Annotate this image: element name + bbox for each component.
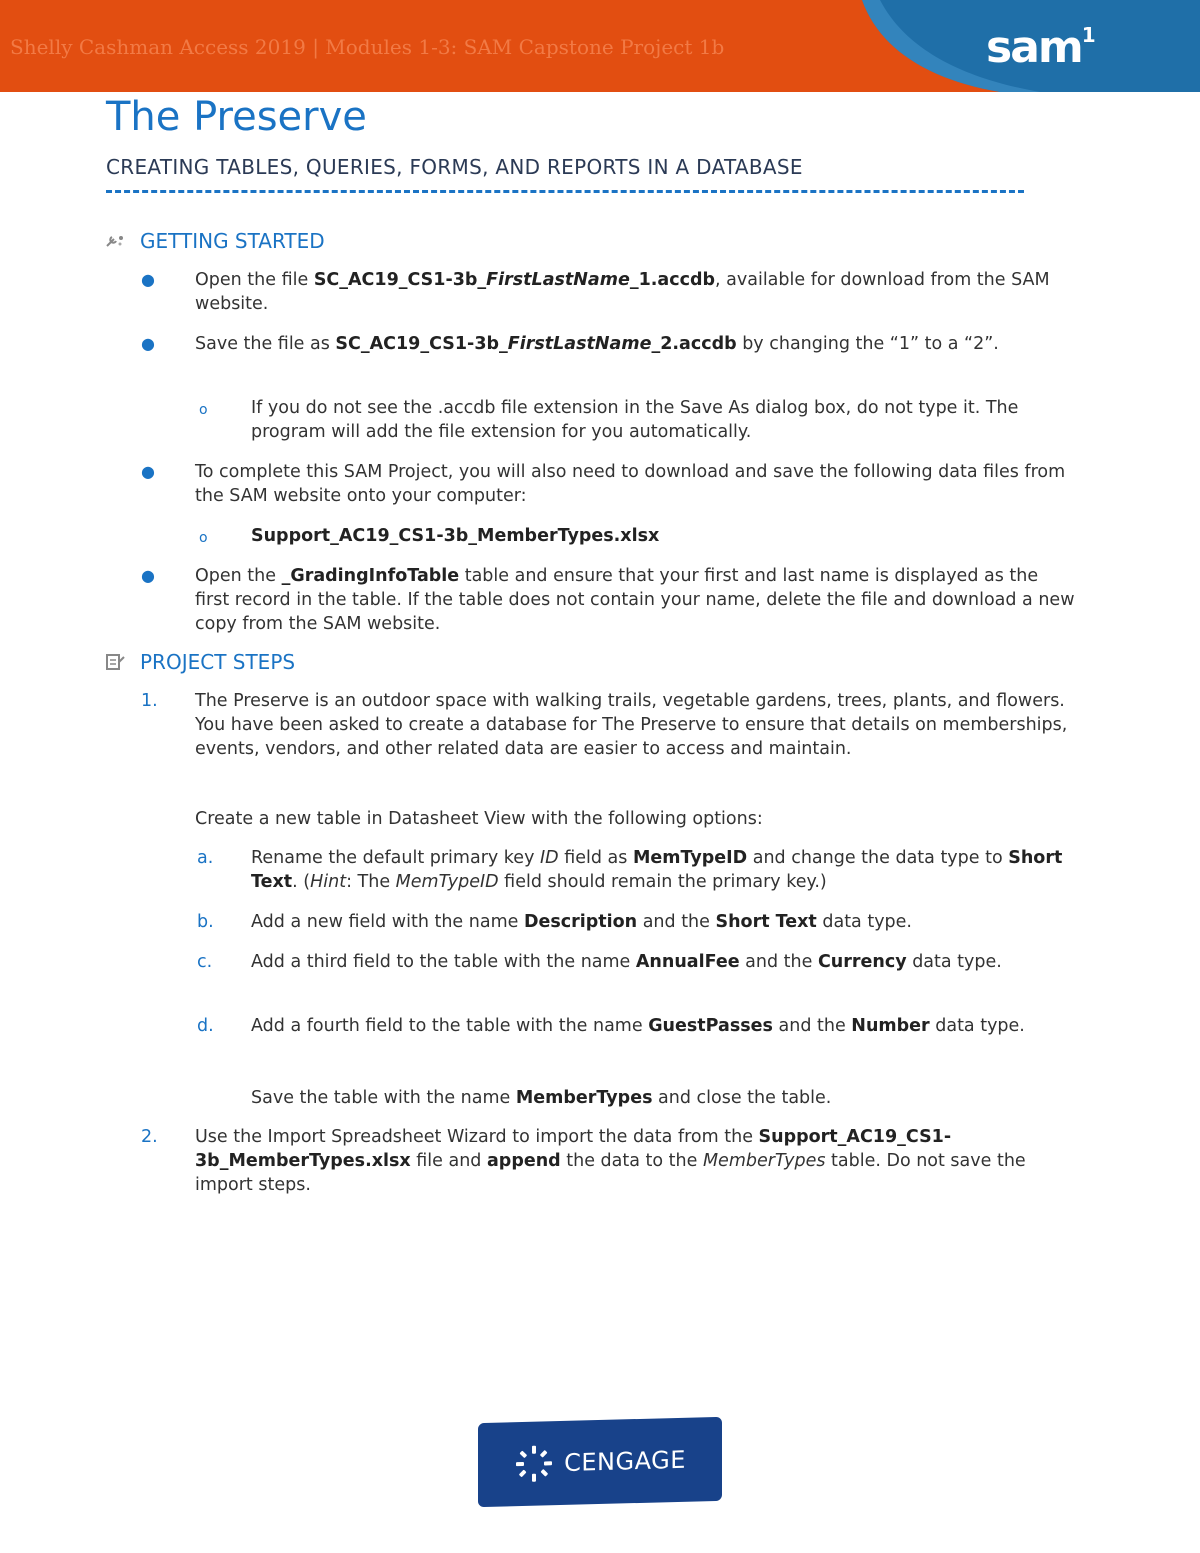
step-1-save: Save the table with the name MemberTypes and close the table. bbox=[251, 1088, 832, 1108]
substep-letter: a. bbox=[197, 848, 214, 868]
sub-bullet-icon: o bbox=[199, 530, 208, 546]
substep-c: Add a third field to the table with the name AnnualFee and the Currency data type. bbox=[251, 952, 1002, 972]
getting-started-label: GETTING STARTED bbox=[140, 229, 325, 253]
sub-bullet-icon: o bbox=[199, 402, 208, 418]
clipboard-icon bbox=[104, 653, 128, 671]
step-number: 1. bbox=[141, 691, 158, 711]
sub-list-item: Support_AC19_CS1-3b_MemberTypes.xlsx bbox=[251, 526, 660, 546]
substep-a: Rename the default primary key ID field as MemTypeID and change the data type to Short Text. (Hint: The MemTypeID field should remain the primary key.) bbox=[251, 848, 1063, 892]
list-item: To complete this SAM Project, you will also need to download and save the following data files from the SAM website onto your computer: bbox=[195, 462, 1066, 506]
sub-list-item: If you do not see the .accdb file extension in the Save As dialog box, do not type it. The program will add the file extension for you automatically. bbox=[251, 398, 1019, 442]
header-banner bbox=[0, 0, 1200, 92]
project-steps-heading bbox=[104, 650, 295, 674]
list-item: Open the file SC_AC19_CS1-3b_FirstLastName_1.accdb, available for download from the SAM website. bbox=[195, 270, 1050, 314]
substep-d: Add a fourth field to the table with the name GuestPasses and the Number data type. bbox=[251, 1016, 1025, 1036]
bullet-icon: ● bbox=[141, 270, 155, 289]
list-item: Open the _GradingInfoTable table and ensure that your first and last name is displayed as the first record in the table. If the table does not contain your name, delete the file and download a new copy from the SAM website. bbox=[195, 566, 1075, 634]
project-steps-label: PROJECT STEPS bbox=[140, 650, 296, 674]
banner-title: Shelly Cashman Access 2019 | Modules 1-3: SAM Capstone Project 1b bbox=[10, 35, 725, 59]
substep-letter: b. bbox=[197, 912, 214, 932]
substep-letter: c. bbox=[197, 952, 213, 972]
cengage-burst-icon bbox=[514, 1443, 554, 1484]
list-item: Save the file as SC_AC19_CS1-3b_FirstLastName_2.accdb by changing the “1” to a “2”. bbox=[195, 334, 999, 354]
document-title: The Preserve bbox=[106, 94, 367, 140]
bullet-icon: ● bbox=[141, 334, 155, 353]
bullet-icon: ● bbox=[141, 566, 155, 585]
cengage-wordmark: CENGAGE bbox=[564, 1445, 686, 1477]
step-1-intro: The Preserve is an outdoor space with walking trails, vegetable gardens, trees, plants, and flowers. You have been asked to create a database for The Preserve to ensure that details on memberships, events, vendors, and other related data are easier to access and maintain. bbox=[195, 691, 1068, 759]
substep-letter: d. bbox=[197, 1016, 214, 1036]
document-subtitle: CREATING TABLES, QUERIES, FORMS, AND REPORTS IN A DATABASE bbox=[106, 155, 803, 179]
substep-b: Add a new field with the name Description and the Short Text data type. bbox=[251, 912, 912, 932]
cengage-logo bbox=[478, 1417, 722, 1507]
bullet-icon: ● bbox=[141, 462, 155, 481]
wrench-icon bbox=[104, 232, 128, 250]
getting-started-heading bbox=[104, 229, 325, 253]
sam-logo: sam$^1$ bbox=[986, 22, 1094, 73]
dashed-divider bbox=[106, 190, 1024, 193]
step-number: 2. bbox=[141, 1127, 158, 1147]
step-1-lead: Create a new table in Datasheet View with the following options: bbox=[195, 809, 763, 829]
step-2-text: Use the Import Spreadsheet Wizard to import the data from the Support_AC19_CS1-3b_MemberTypes.xlsx file and append the data to the MemberTypes table. Do not save the import steps. bbox=[195, 1127, 1026, 1195]
